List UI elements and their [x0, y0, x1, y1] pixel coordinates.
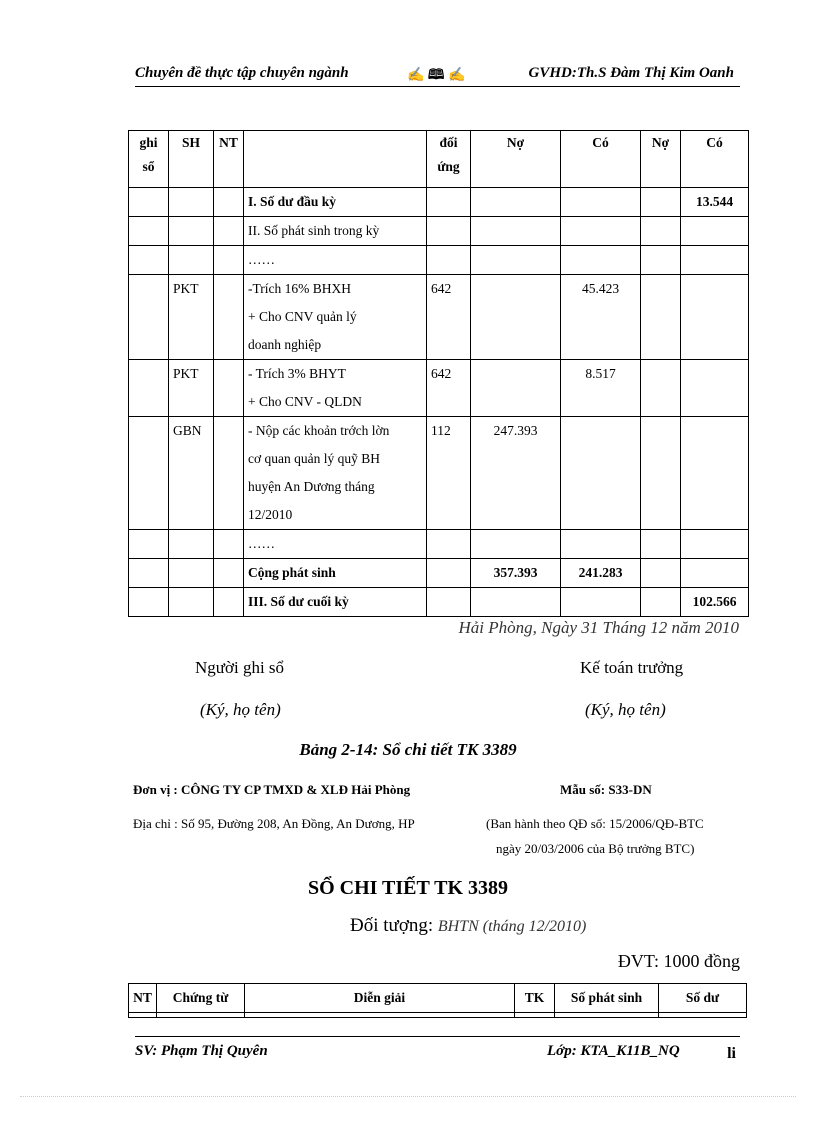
table-row [129, 530, 749, 559]
table-cell [427, 530, 471, 559]
table-cell: 112 [427, 417, 471, 530]
column-header: Số phát sinh [555, 984, 659, 1013]
table-cell [561, 588, 641, 617]
column-header: ghi sổ [129, 131, 169, 188]
table-cell [169, 217, 214, 246]
table-cell [471, 588, 561, 617]
table-cell: …… [244, 530, 427, 559]
table-cell [681, 360, 749, 417]
table-cell [555, 1013, 659, 1018]
table-cell: - Nộp các khoản trớch lờn cơ quan quản lý quỹ BH huyện An Dương tháng 12/2010 [244, 417, 427, 530]
column-header: TK [515, 984, 555, 1013]
footer-student: SV: Phạm Thị Quyên [135, 1043, 268, 1059]
table-cell: 642 [427, 360, 471, 417]
table-cell [214, 360, 244, 417]
table-cell [214, 530, 244, 559]
table-cell: - Trích 3% BHYT + Cho CNV - QLDN [244, 360, 427, 417]
table-row [129, 217, 749, 246]
table-row [129, 188, 749, 217]
table-cell [681, 275, 749, 360]
table-cell: 13.544 [681, 188, 749, 217]
table-cell [681, 217, 749, 246]
currency-unit: ĐVT: 1000 đồng [617, 951, 740, 971]
column-header: Có [561, 131, 641, 188]
table-cell [129, 188, 169, 217]
table-row [129, 559, 749, 588]
table-cell [214, 588, 244, 617]
page-edge-divider [20, 1096, 796, 1097]
column-header [244, 131, 427, 188]
table-cell [641, 275, 681, 360]
table-cell: 45.423 [561, 275, 641, 360]
table-cell: III. Số dư cuối kỳ [244, 588, 427, 617]
table-cell: GBN [169, 417, 214, 530]
table-cell: 357.393 [471, 559, 561, 588]
company-address: Địa chỉ : Số 95, Đường 208, An Đồng, An Dương, HP [133, 816, 415, 831]
page-footer [135, 1036, 740, 1063]
table-cell [641, 559, 681, 588]
table-cell [427, 559, 471, 588]
ledger-object [350, 915, 586, 937]
header-ornament-icon: ✍ 🕮 ✍ [407, 68, 466, 83]
table-cell [641, 246, 681, 275]
table-cell [641, 530, 681, 559]
table-cell [659, 1013, 747, 1018]
column-header: Diễn giải [245, 984, 515, 1013]
place-date: Hải Phòng, Ngày 31 Tháng 12 năm 2010 [458, 618, 739, 637]
table-cell [129, 559, 169, 588]
table-cell: PKT [169, 360, 214, 417]
table-cell [129, 246, 169, 275]
table-cell [129, 275, 169, 360]
table-cell [681, 530, 749, 559]
table-cell [471, 275, 561, 360]
table-cell [129, 588, 169, 617]
table-cell [471, 217, 561, 246]
table-cell [129, 360, 169, 417]
column-header: NT [129, 984, 157, 1013]
table-cell [129, 217, 169, 246]
table-cell [561, 217, 641, 246]
table-cell [169, 588, 214, 617]
header-advisor: GVHD:Th.S Đàm Thị Kim Oanh [528, 65, 734, 81]
signer-left-note: (Ký, họ tên) [200, 700, 281, 719]
table-cell [169, 246, 214, 275]
table-cell [681, 417, 749, 530]
table-cell: I. Số dư đầu kỳ [244, 188, 427, 217]
table-cell [641, 588, 681, 617]
table-cell [427, 188, 471, 217]
table-cell [129, 1013, 157, 1018]
table-cell: 8.517 [561, 360, 641, 417]
table-cell [561, 188, 641, 217]
table-cell [427, 246, 471, 275]
table-cell [169, 559, 214, 588]
table-cell [561, 417, 641, 530]
issued-by-line1: (Ban hành theo QĐ số: 15/2006/QĐ-BTC [486, 816, 704, 831]
detail-ledger-table [128, 983, 747, 1018]
issued-by-line2: ngày 20/03/2006 của Bộ trưởng BTC) [496, 841, 695, 856]
table-cell: 247.393 [471, 417, 561, 530]
table-cell [471, 360, 561, 417]
table-cell [214, 246, 244, 275]
table-cell [427, 217, 471, 246]
table-cell: 102.566 [681, 588, 749, 617]
table-cell [245, 1013, 515, 1018]
table-cell [214, 188, 244, 217]
header-subject: Chuyên đề thực tập chuyên ngành [135, 65, 349, 81]
table-cell [169, 188, 214, 217]
table-cell [641, 188, 681, 217]
table-cell: …… [244, 246, 427, 275]
object-value: BHTN (tháng 12/2010) [437, 918, 587, 935]
table-caption: Bảng 2-14: Sổ chi tiết TK 3389 [299, 740, 517, 759]
column-header: Nợ [641, 131, 681, 188]
table-cell [471, 530, 561, 559]
signer-left-title: Người ghi sổ [195, 658, 285, 677]
column-header: NT [214, 131, 244, 188]
table-row [129, 417, 749, 530]
table-cell [214, 417, 244, 530]
table-cell [157, 1013, 245, 1018]
table-cell [214, 559, 244, 588]
table-cell [471, 188, 561, 217]
signer-right-title: Kế toán trưởng [580, 658, 684, 677]
signer-right-note: (Ký, họ tên) [585, 700, 666, 719]
column-header: Số dư [659, 984, 747, 1013]
table-row [129, 360, 749, 417]
table-cell [681, 246, 749, 275]
table-cell: PKT [169, 275, 214, 360]
table-cell: 241.283 [561, 559, 641, 588]
table-cell [681, 559, 749, 588]
table-cell [641, 417, 681, 530]
page-number: li [727, 1045, 736, 1062]
table-cell: Cộng phát sinh [244, 559, 427, 588]
table-cell [129, 530, 169, 559]
table-cell [214, 217, 244, 246]
table-cell [129, 417, 169, 530]
table-cell [214, 275, 244, 360]
table-cell [561, 530, 641, 559]
table-header-row [129, 131, 749, 188]
table-header-row [129, 984, 747, 1013]
object-label: Đối tượng: [350, 915, 434, 936]
table-cell [169, 530, 214, 559]
ledger-title: SỔ CHI TIẾT TK 3389 [307, 877, 509, 899]
table-cell [427, 588, 471, 617]
table-row [129, 588, 749, 617]
column-header: Có [681, 131, 749, 188]
table-cell [515, 1013, 555, 1018]
footer-class: Lớp: KTA_K11B_NQ [547, 1043, 680, 1059]
table-cell [561, 246, 641, 275]
column-header: đối ứng [427, 131, 471, 188]
table-cell [471, 246, 561, 275]
table-cell: -Trích 16% BHXH + Cho CNV quản lý doanh nghiệp [244, 275, 427, 360]
page-header [135, 62, 740, 87]
column-header: Chứng từ [157, 984, 245, 1013]
form-number: Mẫu số: S33-DN [560, 782, 652, 797]
table-continuation-row [129, 1013, 747, 1018]
table-cell [641, 360, 681, 417]
company-unit: Đơn vị : CÔNG TY CP TMXD & XLĐ Hải Phòng [133, 782, 411, 797]
table-cell: II. Số phát sinh trong kỳ [244, 217, 427, 246]
table-row [129, 275, 749, 360]
table-cell [641, 217, 681, 246]
column-header: SH [169, 131, 214, 188]
column-header: Nợ [471, 131, 561, 188]
table-cell: 642 [427, 275, 471, 360]
table-row [129, 246, 749, 275]
ledger-table [128, 130, 749, 617]
